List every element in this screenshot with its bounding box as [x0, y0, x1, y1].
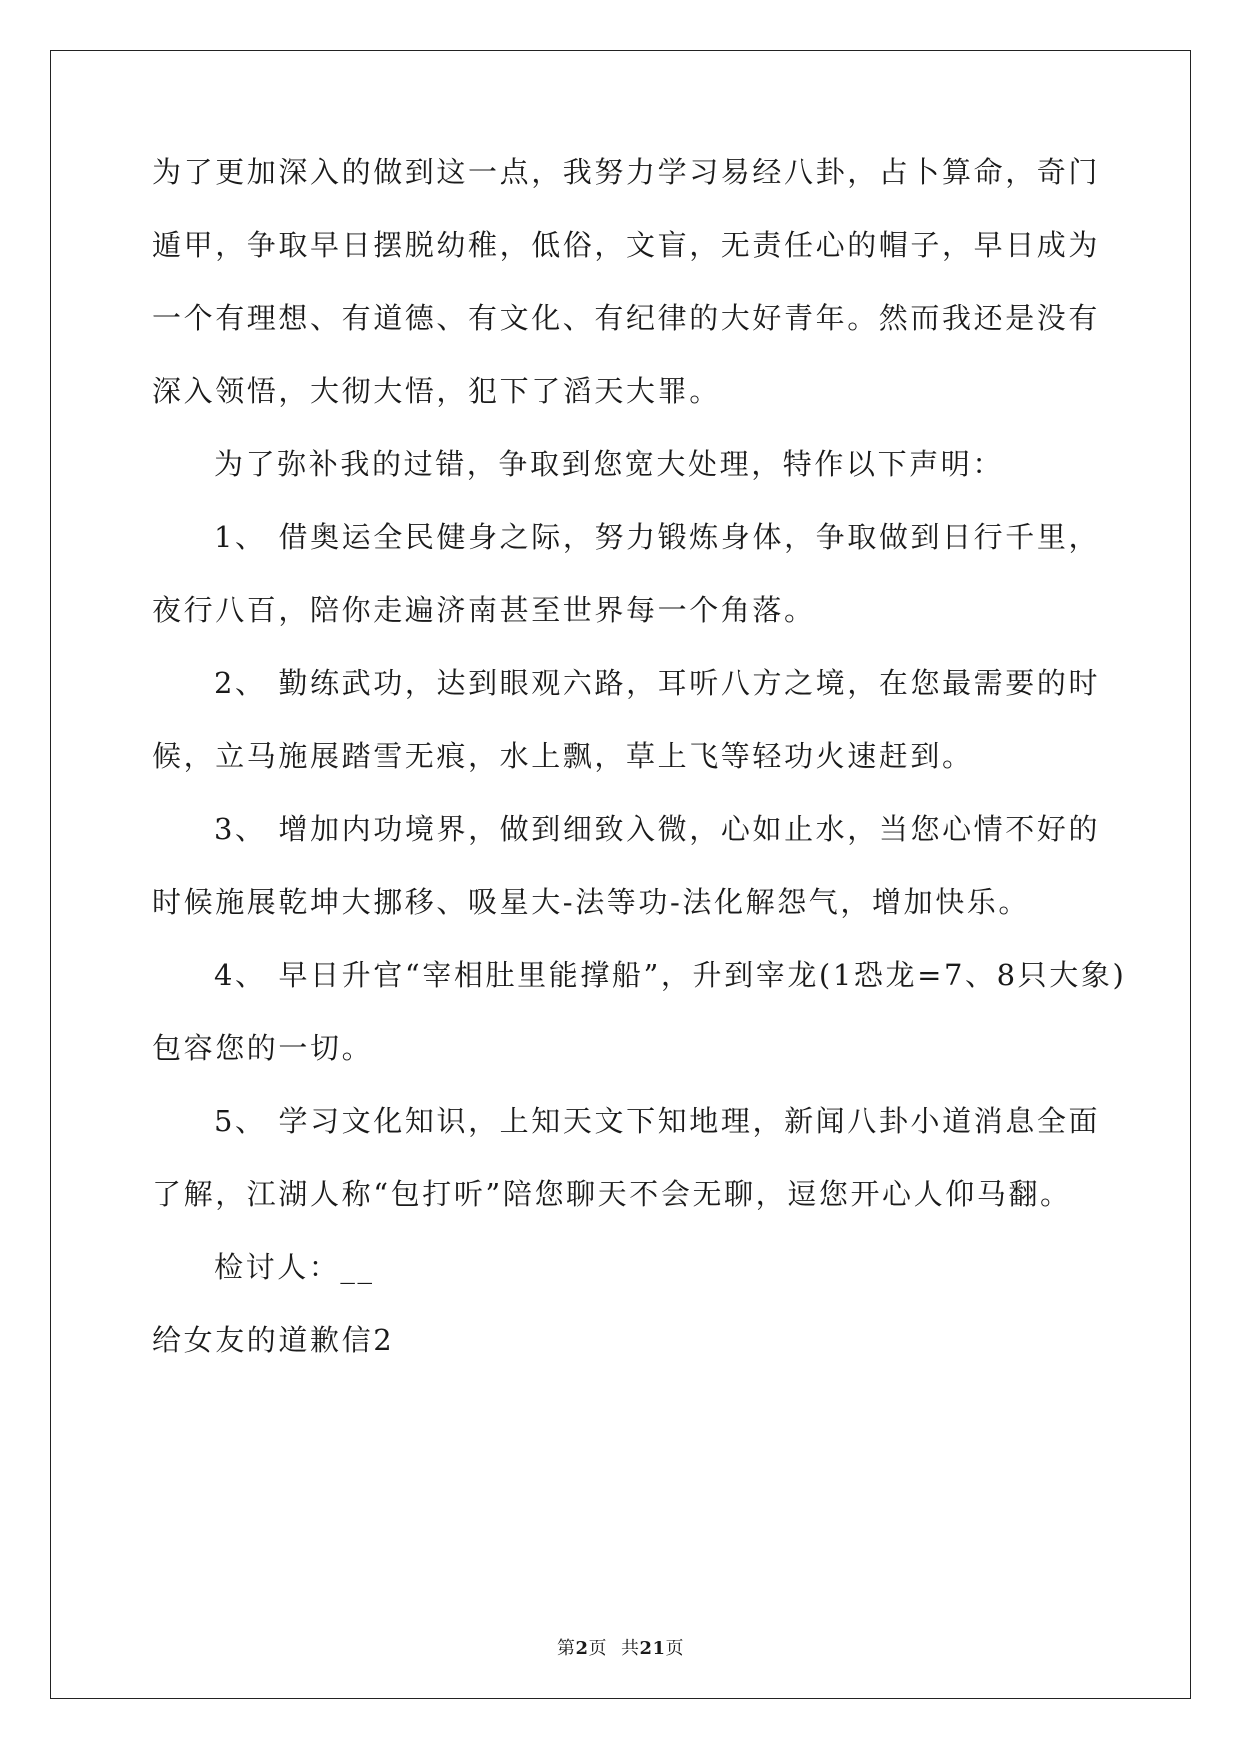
signature-line: 检讨人：__	[214, 1250, 375, 1284]
footer-total-prefix: 共	[620, 1638, 640, 1659]
item-1-line-2: 夜行八百，陪你走遍济南甚至世界每一个角落。	[152, 593, 816, 627]
paragraph-1-line-2: 遁甲，争取早日摆脱幼稚，低俗，文盲，无责任心的帽子，早日成为	[152, 228, 1101, 262]
paragraph-1-line-4: 深入领悟，大彻大悟，犯下了滔天大罪。	[152, 374, 721, 408]
item-4-line-2: 包容您的一切。	[152, 1031, 374, 1065]
item-5-line-2: 了解，江湖人称“包打听”陪您聊天不会无聊，逗您开心人仰马翻。	[152, 1177, 1072, 1211]
item-3-line-1: 3、 增加内功境界，做到细致入微，心如止水，当您心情不好的	[214, 812, 1101, 846]
item-2-line-2: 候，立马施展踏雪无痕，水上飘，草上飞等轻功火速赶到。	[152, 739, 974, 773]
paragraph-2: 为了弥补我的过错，争取到您宽大处理，特作以下声明：	[214, 447, 1005, 481]
item-4-line-1: 4、 早日升官“宰相肚里能撑船”，升到宰龙(1恐龙=7、8只大象)	[214, 958, 1127, 992]
item-5-line-1: 5、 学习文化知识，上知天文下知地理，新闻八卦小道消息全面	[214, 1104, 1101, 1138]
footer-page-unit: 页	[588, 1638, 607, 1659]
footer-prefix: 第	[556, 1638, 576, 1659]
next-letter-title: 给女友的道歉信2	[152, 1323, 395, 1357]
paragraph-1-line-3: 一个有理想、有道德、有文化、有纪律的大好青年。然而我还是没有	[152, 301, 1101, 335]
footer-total-unit: 页	[665, 1638, 685, 1659]
page-footer	[0, 1634, 1241, 1660]
item-2-line-1: 2、 勤练武功，达到眼观六路，耳听八方之境，在您最需要的时	[214, 666, 1101, 700]
item-3-line-2: 时候施展乾坤大挪移、吸星大-法等功-法化解怨气，增加快乐。	[152, 885, 1030, 919]
item-1-line-1: 1、 借奥运全民健身之际，努力锻炼身体，争取做到日行千里，	[214, 520, 1101, 554]
footer-page-number: 2	[575, 1638, 589, 1659]
paragraph-1-line-1: 为了更加深入的做到这一点，我努力学习易经八卦，占卜算命，奇门	[152, 155, 1101, 189]
footer-total-pages: 21	[639, 1638, 666, 1659]
